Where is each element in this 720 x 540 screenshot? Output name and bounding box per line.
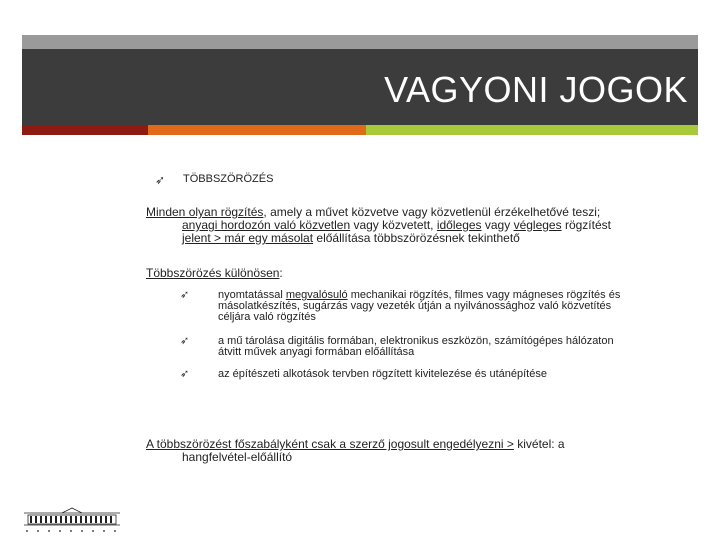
header-top-band [22,35,698,49]
definition-paragraph [146,206,611,245]
accent-stripe-orange [148,125,366,135]
accent-stripe-green [366,125,698,135]
definition-line-2: anyagi hordozón való közvetlen vagy közvetett, időleges vagy végleges rögzítést [182,218,611,232]
especially-heading: Többszörözés különösen: [146,266,283,280]
arrow-bullet-icon: ➶ [155,173,166,187]
slide-title: VAGYONI JOGOK [384,69,688,110]
main-bullet-text: TÖBBSZÖRÖZÉS [183,173,274,185]
university-building-logo [22,505,122,535]
definition-line-1: Minden olyan rögzítés, amely a művet közvetve vagy közvetlenül érzékelhetővé teszi; [146,205,601,219]
arrow-bullet-icon: ➶ [180,335,190,347]
arrow-bullet-icon: ➶ [180,368,190,380]
definition-line-3: jelent > már egy másolat előállítása többszörözésnek tekinthető [182,231,520,245]
exception-paragraph: A többszörözést főszabályként csak a szerző jogosult engedélyezni > kivétel: a hangfelvétel-előállító [146,437,565,464]
accent-stripe-red [22,125,148,135]
title-bar [22,49,698,125]
arrow-bullet-icon: ➶ [180,289,190,301]
